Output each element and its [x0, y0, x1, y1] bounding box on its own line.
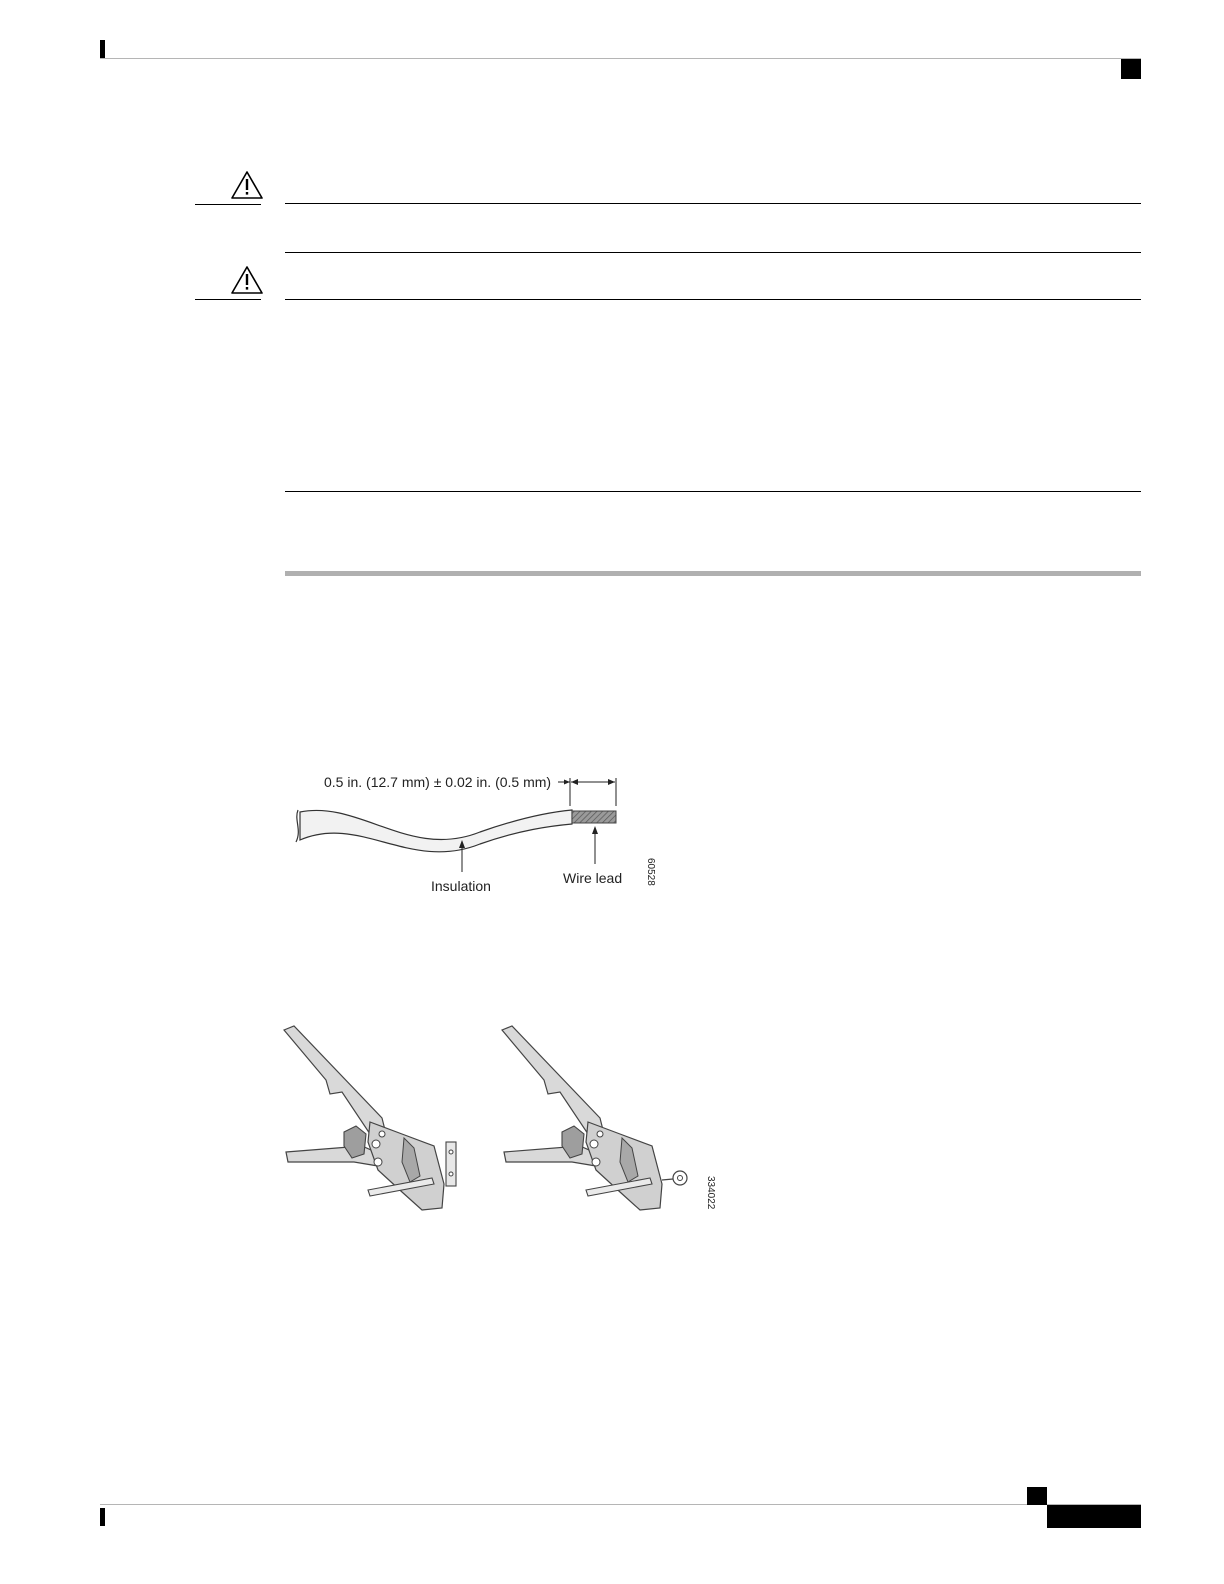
crimp-figure-id: 334022	[705, 1176, 716, 1210]
caution-triangle-icon	[230, 265, 264, 295]
header-rule	[100, 58, 1141, 59]
caution-1-bottom-rule	[285, 252, 1141, 253]
caution-1-top-rule	[285, 203, 1141, 204]
section-rule	[285, 491, 1141, 492]
footer-left-bar	[100, 1508, 105, 1526]
header-page-marker	[1121, 59, 1141, 79]
caution-triangle-icon	[230, 170, 264, 200]
wire-figure-id: 60528	[645, 858, 656, 886]
caution-2-icon-rule	[195, 299, 261, 300]
footer-page-marker	[1027, 1487, 1047, 1505]
crimp-tool-diagram	[282, 1022, 722, 1222]
wire-lead-label: Wire lead	[563, 870, 623, 886]
crimp-tool-figure	[282, 1022, 722, 1222]
caution-1-icon-rule	[195, 204, 261, 205]
caution-2-top-rule	[285, 299, 1141, 300]
dimension-label: 0.5 in. (12.7 mm) ± 0.02 in. (0.5 mm)	[324, 774, 552, 790]
procedure-rule	[285, 571, 1141, 576]
insulation-label: Insulation	[431, 878, 491, 894]
header-left-bar	[100, 40, 105, 58]
footer-page-tab	[1047, 1505, 1141, 1528]
footer-rule	[100, 1504, 1141, 1505]
